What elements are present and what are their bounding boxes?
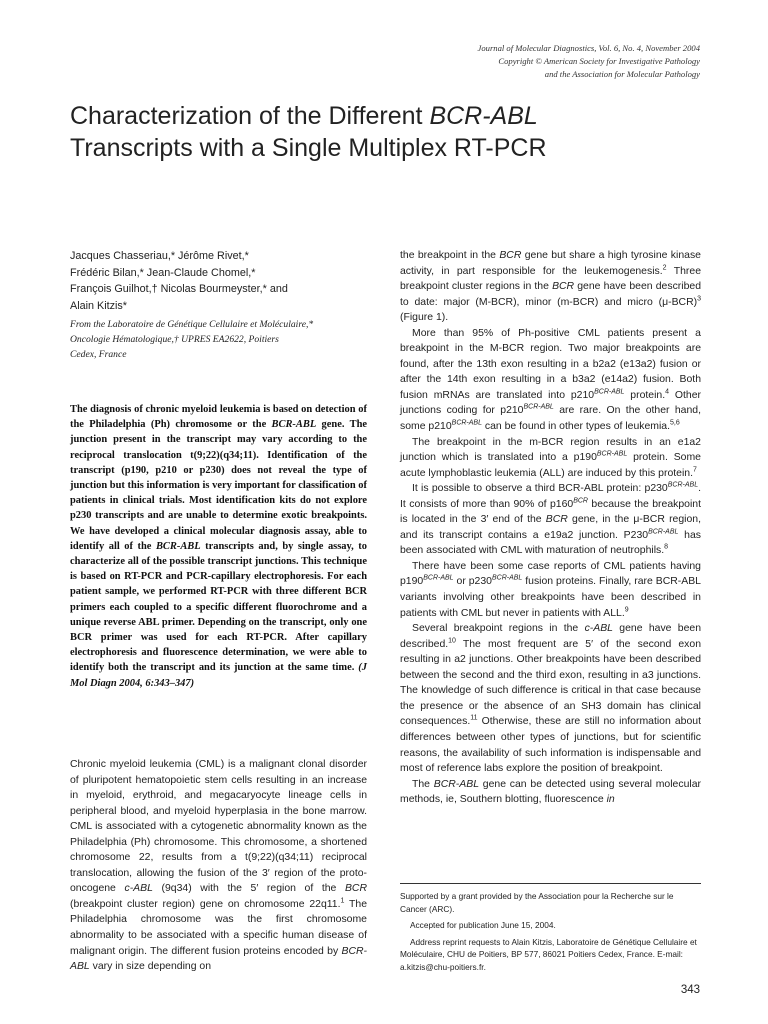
abstract-text: transcripts and, by single assay, to characterize all of the possible transcript junctions. This technique is based on RT-PCR and PCR-capillary electrophoresis. For each patient sample, we performed RT-PCR with three different BCR primers each coupled to a specific different fluorochrome and a unique reverse ABL primer. Depending on the transcript, only one BCR primer was used for each RT-PCR. After capillary electrophoresis and fluorescence determination, we were able to identify both the transcript and its junction at the same time. [70, 540, 367, 674]
text: or p230 [453, 576, 492, 588]
gene: BCR [344, 883, 367, 895]
superscript: BCR [573, 497, 588, 505]
text-italic: in [606, 794, 615, 806]
superscript: BCR-ABL [596, 450, 628, 458]
reference: 4 [665, 388, 670, 396]
paragraph [400, 777, 701, 808]
text: are rare. On the other hand, some p210 [400, 405, 701, 433]
text: can be found in other types of leukemia. [482, 421, 670, 433]
superscript: BCR-ABL [648, 528, 679, 536]
paragraph [400, 326, 701, 435]
journal-header [478, 42, 700, 81]
journal-copyright-cont: and the Association for Molecular Pathology [544, 69, 700, 79]
reference: 5,6 [670, 419, 680, 427]
gene: BCR [545, 514, 568, 526]
abstract-text: gene. The junction present in the transcript may vary according to the reciprocal translocation t(9;22)(q34;11). Identification of the transcript (p190, p210 or p230) does not reveal the type of junction but this information is very important for classification of patients in clinical trials. Most identification kits do not explore p230 transcripts and are unable to determine exotic breakpoints. We have developed a clinical molecular diagnosis assay, able to identify all of the [70, 419, 368, 552]
text: Several breakpoint regions in the [412, 623, 585, 635]
text: It is possible to observe a third BCR-ABL protein: p230 [412, 483, 668, 495]
gene: BCR [552, 281, 575, 293]
page-number: 343 [680, 984, 700, 996]
reprint-note: Address reprint requests to Alain Kitzis, Laboratoire de Génétique Cellulaire et Moléculaire, CHU de Poitiers, BP 577, 86021 Poitiers Cedex, France. E-mail: a.kitzis@chu-poitiers.fr. [400, 936, 697, 972]
text: (Figure 1). [400, 312, 449, 324]
affiliation-line: From the Laboratoire de Génétique Cellulaire et Moléculaire,* [70, 319, 314, 331]
footnotes [400, 890, 701, 978]
article-title [70, 100, 710, 164]
text: has been associated with CML with maturation of neutrophils. [400, 529, 701, 557]
text: vary in size depending on [89, 961, 212, 973]
abstract-gene: BCR-ABL [271, 419, 317, 431]
paragraph [400, 559, 701, 621]
reference: 9 [624, 606, 629, 614]
text: Chronic myeloid leukemia (CML) is a malignant clonal disorder of pluripotent hematopoietic stem cells resulting in an increase in myeloid, erythroid, and megacaryocyte lineage cells in peripheral blood, and myeloid hyperplasia in the bone marrow. CML is associated with a cytogenetic abnormality known as the Philadelphia (Ph) chromosome. This chromosome, a shortened chromosome 22, results from a t(9;22)(q34;11) reciprocal translocation, allowing the fusion of the 3′ region of the proto-oncogene [70, 759, 367, 895]
body-text-right [400, 248, 701, 808]
superscript: BCR-ABL [667, 481, 699, 489]
author-line: Alain Kitzis* [70, 299, 128, 312]
paragraph [400, 481, 701, 559]
journal-copyright: Copyright © American Society for Investigative Pathology [498, 56, 700, 66]
paragraph [400, 248, 701, 326]
author-line: François Guilhot,† Nicolas Bourmeyster,* and [70, 283, 288, 296]
reference: 3 [697, 295, 701, 303]
text: Otherwise, these are still no information about differences between other types of junctions, but for scientific reasons, the availability of such information is indispensable and most of reference labs explore the position of breakpoint. [400, 716, 701, 775]
author-list [70, 248, 367, 314]
superscript: BCR-ABL [594, 388, 625, 396]
superscript: BCR-ABL [491, 575, 523, 582]
reference: 2 [662, 264, 667, 272]
abstract [70, 402, 367, 691]
superscript: BCR-ABL [523, 403, 554, 411]
text: The [412, 778, 434, 790]
funding-note: Supported by a grant provided by the Association pour la Recherche sur le Cancer (ARC). [400, 891, 674, 914]
reference: 10 [448, 637, 456, 645]
superscript: BCR-ABL [451, 419, 482, 427]
text: More than 95% of Ph-positive CML patients present a breakpoint in the M-BCR region. Two major breakpoints are found, after the 13th exon resulting in a b2a2 (e13a2) fusion or after the 14th exon resulting in a b3a2 (e14a2) fusion. Both fusion mRNAs are translated into p210 [400, 327, 701, 401]
text: Other junctions coding for p210 [400, 389, 701, 417]
reference: 7 [692, 466, 697, 474]
affiliation-line: Oncologie Hématologique,† UPRES EA2622, Poitiers [70, 334, 279, 346]
text: . It consists of more than 90% of p160 [400, 483, 701, 510]
text: Three breakpoint cluster regions in the [400, 265, 701, 293]
text: There have been some case reports of CML patients having p190 [400, 560, 701, 588]
text: gene have been described. [400, 623, 702, 650]
text: fusion proteins. Finally, rare BCR-ABL variants involving other breakpoints have been described in patients with CML but never in patients with ALL. [400, 576, 701, 619]
gene: BCR-ABL [433, 778, 480, 790]
reference: 11 [470, 714, 478, 722]
text: (9q34) with the 5′ region of the [152, 883, 345, 895]
text: the breakpoint in the [400, 250, 500, 261]
paragraph [400, 621, 701, 776]
footnote-divider [400, 883, 701, 884]
affiliation [70, 317, 367, 362]
abstract-text: The diagnosis of chronic myeloid leukemia is based on detection of the Philadelphia (Ph) chromosome or the [70, 404, 367, 431]
title-part2: Transcripts with a Single Multiplex RT-PCR [70, 134, 547, 162]
text: protein. [624, 389, 666, 401]
body-text-left [70, 757, 367, 975]
text: gene but share a high tyrosine kinase activity, in part responsible for the leukemogenesis. [400, 250, 701, 277]
title-italic: BCR-ABL [429, 102, 538, 130]
journal-citation: Journal of Molecular Diagnostics, Vol. 6, No. 4, November 2004 [477, 43, 700, 53]
reference: 8 [664, 543, 669, 551]
paragraph [70, 757, 367, 975]
text: gene can be detected using several molecular methods, ie, Southern blotting, fluorescence [400, 778, 701, 806]
abstract-gene: BCR-ABL [155, 540, 201, 552]
text: The Philadelphia chromosome was the first chromosome abnormality to be associated with a specific human disease of malignant origin. The different fusion proteins encoded by [70, 898, 367, 957]
gene: c-ABL [124, 883, 153, 895]
author-line: Frédéric Bilan,* Jean-Claude Chomel,* [70, 266, 256, 279]
right-column [400, 248, 701, 808]
text: The breakpoint in the m-BCR region results in an e1a2 junction which is translated into a p190 [400, 436, 701, 464]
author-line: Jacques Chasseriau,* Jérôme Rivet,* [70, 250, 249, 262]
text: protein. Some acute lymphoblastic leukemia (ALL) are induced by this protein. [400, 452, 701, 479]
text: gene have been described to date: major (M-BCR), minor (m-BCR) and micro (μ-BCR) [400, 281, 701, 308]
gene: BCR [499, 250, 522, 261]
paragraph [400, 435, 701, 482]
reference: 1 [340, 897, 345, 905]
title-part1: Characterization of the Different [70, 102, 430, 130]
gene: c-ABL [584, 623, 613, 635]
text: The most frequent are 5′ of the second exon resulting in a2 junctions. Other breakpoints have been described between the second and the third exon, resulting in a3 junctions. The knowledge of such difference is critical in that case because the presence or the absence of an SH3 domain has clinical consequences. [400, 638, 701, 728]
text: because the breakpoint is located in the 3′ end of the [400, 498, 701, 526]
accepted-note: Accepted for publication June 15, 2004. [410, 920, 556, 931]
abstract-citation: (J Mol Diagn 2004, 6:343–347) [70, 662, 367, 689]
superscript: BCR-ABL [423, 575, 454, 582]
text: (breakpoint cluster region) gene on chromosome 22q11. [70, 898, 341, 910]
affiliation-line: Cedex, France [70, 349, 127, 361]
left-column-front-matter [70, 248, 367, 362]
text: gene, in the μ-BCR region, and its transcript contains a e19a2 junction. P230 [400, 514, 701, 541]
gene: BCR-ABL [70, 945, 367, 973]
